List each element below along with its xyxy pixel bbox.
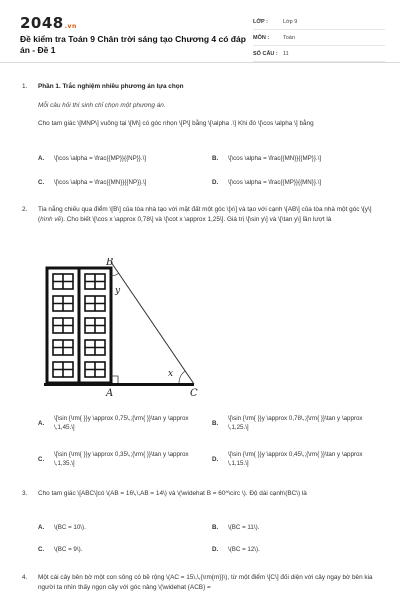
figure-svg — [44, 258, 222, 400]
option-text: \(BC = 9\). — [54, 546, 83, 553]
answer-option-c[interactable] — [38, 545, 198, 554]
option-text: \[\sin {\rm{ }}y \approx 0,35\,;{\rm{ }}\tan y \approx \,1,35.\] — [54, 451, 189, 467]
question-text-italic: hình vẽ — [40, 215, 62, 223]
option-text: \[\sin {\rm{ }}y \approx 0,75\,;{\rm{ }}\tan y \approx \,1,45.\] — [54, 415, 189, 431]
question-text-part: ). Cho biết \[\cos x \approx 0,78\] và \[\cot x \approx 1,25\]. Giá trị \[\sin y\] và \[\tan y\] lần lượt là — [61, 215, 332, 223]
point-b-label: B — [106, 258, 114, 268]
question-text — [38, 205, 384, 224]
option-text: \(BC = 10\). — [54, 524, 86, 531]
option-text: \[\cos \alpha = \frac{{MP}}{{MN}}.\] — [228, 179, 322, 186]
answer-option-d[interactable] — [212, 450, 384, 468]
option-label: A. — [38, 155, 45, 162]
option-label: B. — [212, 420, 219, 427]
option-text: \[\sin {\rm{ }}y \approx 0,78\,;{\rm{ }}\tan y \approx \,1,25.\] — [228, 415, 363, 431]
option-label: D. — [212, 456, 219, 463]
building-sunlight-figure — [44, 258, 222, 400]
option-label: C. — [38, 179, 45, 186]
point-c-label: C — [190, 388, 198, 399]
option-text: \[\cos \alpha = \frac{{MP}}{{NP}}.\] — [54, 155, 147, 162]
option-label: C. — [38, 456, 45, 463]
meta-row-class — [253, 14, 385, 30]
logo-suffix: .vn — [64, 23, 77, 30]
angle-x-label: x — [168, 369, 174, 379]
meta-row-subject — [253, 30, 385, 46]
question-number: 3. — [22, 490, 28, 497]
meta-value: Toán — [283, 34, 295, 41]
option-label: A. — [38, 524, 45, 531]
question-number: 2. — [22, 206, 28, 213]
answer-option-c[interactable] — [38, 178, 198, 187]
question-text: Cho tam giác \[ABC\]có \(AB = 16\,\,AB = 14\) và \(\widehat B = 60^\circ \). Độ dài cạnh\(BC\) là — [38, 490, 307, 497]
option-label: C. — [38, 546, 45, 553]
question-number: 1. — [22, 83, 28, 90]
option-text: \[\sin {\rm{ }}y \approx 0,45\,;{\rm{ }}\tan y \approx \,1,15.\] — [228, 451, 363, 467]
option-text: \[\cos \alpha = \frac{{MN}}{{MP}}.\] — [228, 155, 322, 162]
meta-value: 11 — [283, 50, 289, 57]
meta-value: Lớp 9 — [283, 18, 298, 25]
question-2 — [22, 205, 384, 224]
question-text: Cho tam giác \[MNP\] vuông tại \[M\] có góc nhọn \[P\] bằng \[\alpha .\] Khi đó \[\cos \alpha \] bằng — [38, 120, 314, 127]
question-3 — [22, 489, 384, 499]
answer-option-a[interactable] — [38, 523, 198, 532]
part-title: Phần 1. Trắc nghiệm nhiều phương án lựa chọn — [38, 83, 184, 90]
meta-key: SỐ CÂU : — [253, 50, 278, 57]
page-title: Đề kiểm tra Toán 9 Chân trời sáng tạo Chương 4 có đáp án - Đề 1 — [20, 34, 246, 55]
meta-table — [253, 14, 385, 62]
option-text: \(BC = 12\). — [228, 546, 260, 553]
answer-option-d[interactable] — [212, 178, 384, 187]
answer-option-b[interactable] — [212, 154, 384, 163]
option-text: \[\cos \alpha = \frac{{MN}}{{NP}}.\] — [54, 179, 147, 186]
answer-option-d[interactable] — [212, 545, 384, 554]
option-label: A. — [38, 420, 45, 427]
meta-key: LỚP : — [253, 18, 268, 25]
logo-text: 2048 — [20, 14, 64, 32]
angle-x-arc — [179, 371, 185, 383]
question-4 — [22, 573, 384, 600]
option-text: \(BC = 11\). — [228, 524, 260, 531]
question-text: Một cái cây bên bờ một con sông có bề rộng \(AC = 15\,\,{\rm{m}}\), từ một điểm \[C\] đối diện với cây ngay bờ bên kia người ta nhìn thấy ngọn cây với góc nâng \(\widehat {ACB} = — [38, 574, 373, 591]
option-label: D. — [212, 179, 219, 186]
site-logo[interactable] — [20, 14, 77, 32]
option-label: B. — [212, 524, 219, 531]
answer-option-c[interactable] — [38, 450, 208, 468]
question-1 — [22, 82, 384, 129]
sun-ray — [111, 262, 194, 384]
document-header — [0, 0, 400, 63]
point-a-label: A — [106, 388, 114, 399]
option-label: B. — [212, 155, 219, 162]
part-instruction: Mỗi câu hỏi thí sinh chỉ chọn một phương án. — [38, 101, 166, 109]
option-label: D. — [212, 546, 219, 553]
meta-row-count — [253, 46, 385, 62]
angle-y-label: y — [115, 286, 121, 296]
answer-option-b[interactable] — [212, 523, 384, 532]
question-number: 4. — [22, 574, 28, 581]
answer-option-b[interactable] — [212, 414, 384, 432]
answer-option-a[interactable] — [38, 154, 198, 163]
question-text-part: Tia nắng chiếu qua điểm \[B\] của tòa nhà tạo với mặt đất một góc \[x\] và tạo với cạnh \[AB\] của tòa nhà một góc \[y\] ( — [38, 206, 372, 223]
meta-key: MÔN : — [253, 34, 270, 41]
answer-option-a[interactable] — [38, 414, 208, 432]
